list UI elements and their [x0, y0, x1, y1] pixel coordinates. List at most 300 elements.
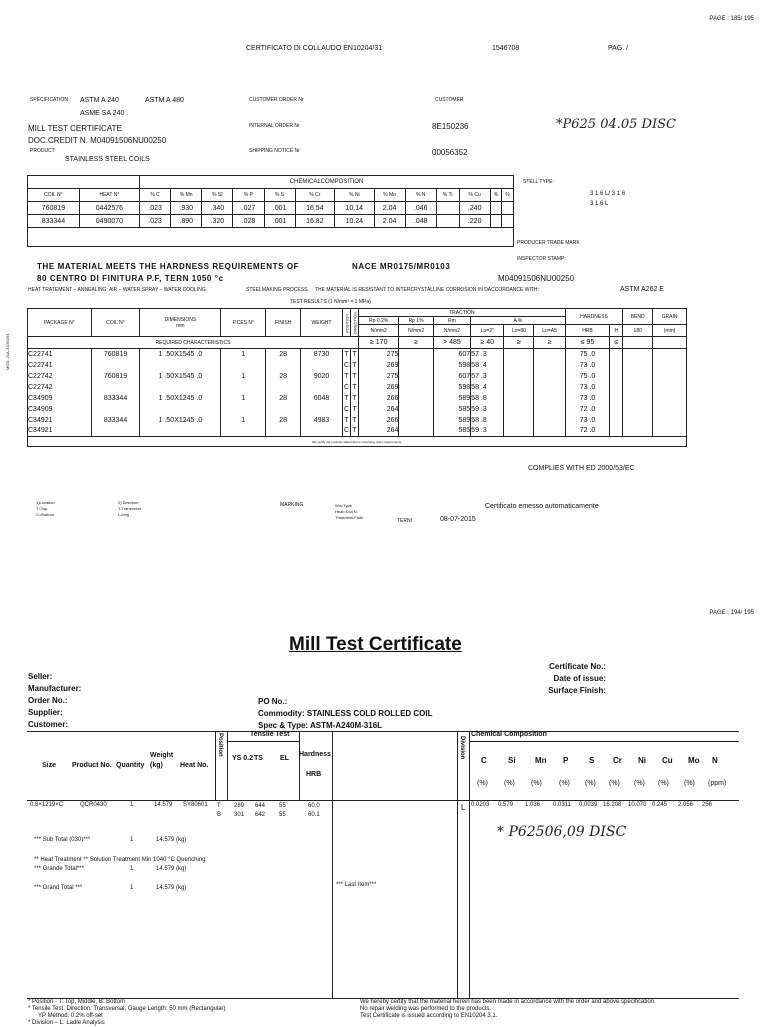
element-value: 0.245 — [652, 802, 668, 808]
certification-statement: We hereby certify that the material herein has been made in accordance with the order and above specification. No repair welding was performed to the products. Test Certificate is issued according to EN10204 3.1. — [360, 999, 656, 1019]
unit-nmm2: N/mm2 — [433, 325, 470, 337]
table-cell: .240 — [459, 202, 490, 215]
table-row — [28, 371, 687, 382]
table-cell: 585 — [433, 404, 470, 415]
doc-credit: DOC.CREDIT N. M04091506NU00250 — [28, 136, 167, 145]
required-label: REQUIRED CHARACTERISTICS — [28, 337, 359, 349]
left-fields: Seller: Manufacturer: Order No.: Supplier: Customer: — [28, 672, 82, 729]
table-cell — [610, 393, 623, 404]
element-s-header: S — [589, 756, 595, 765]
commodity-block: PO No.: Commodity: STAINLESS COLD ROLLED COIL Spec & Type: ASTM-A240M-316L — [258, 697, 433, 730]
last-item: *** Last Item*** — [336, 882, 377, 888]
table-cell: 16.82 — [295, 215, 334, 228]
element-unit: (%) — [559, 780, 570, 787]
element-unit: (%) — [477, 780, 488, 787]
col-pieces: P.CES N° — [221, 309, 266, 337]
table-cell: T — [343, 349, 351, 360]
table-cell — [504, 426, 534, 437]
table-cell: 8730 — [301, 349, 343, 360]
element-ni-header: Ni — [638, 756, 646, 765]
table-cell — [653, 382, 687, 393]
grand-total-qty: 1 — [130, 885, 134, 891]
row-hrb: 60.0 60.1 — [308, 803, 320, 818]
table-cell — [610, 415, 623, 426]
sub-total: *** Sub Total (030)*** — [34, 837, 91, 843]
table-cell: 28 — [266, 415, 301, 426]
nace-standard: NACE MR0175/MR0103 — [352, 262, 451, 271]
table-cell — [610, 426, 623, 437]
table-cell: 28 — [266, 371, 301, 382]
steelmaking-label: STEELMAKING PROCESS — [246, 287, 308, 293]
required-cell: ≥ — [534, 337, 565, 349]
table-cell — [399, 360, 433, 371]
header-divider — [27, 800, 739, 801]
unit-lo80: Lo=80 — [504, 325, 534, 337]
col-weight: WEIGHT — [301, 309, 343, 337]
table-cell — [504, 349, 534, 360]
table-cell: 16.54 — [295, 202, 334, 215]
steel-type-1: 3 1 6 L/ 3 1 6 — [590, 191, 626, 197]
footnotes-left: * Position - T: Top, Middle, B: Bottom * Tensile Test. Direction: Transversal, Gauge Length: 50 mm (Rectangular) YP Method: 0.2% off-set * Division – L: Ladle Analysis — [28, 999, 226, 1026]
table-cell: 266 — [359, 415, 399, 426]
marking-label: MARKING — [280, 502, 304, 508]
table-cell: 73 .0 — [565, 415, 610, 426]
row-el: 55 55 — [279, 803, 286, 818]
table-cell: 1 .50X1545 .0 — [140, 349, 221, 360]
table-cell — [534, 382, 565, 393]
element-value: 256 — [702, 802, 713, 808]
unit-nmm2: N/mm2 — [399, 325, 433, 337]
table-cell: T — [351, 426, 359, 437]
table-cell: 264 — [359, 404, 399, 415]
table-cell: C — [344, 405, 350, 413]
table-cell: 1 — [221, 349, 266, 360]
internal-order-label: INTERNAL ORDER Nr — [249, 123, 300, 129]
table-cell: T — [344, 394, 349, 402]
table-cell — [399, 393, 433, 404]
right-fields: Certificate No.: Date of issue: Surface Finish: — [548, 662, 606, 695]
col-a-pct: A % — [471, 317, 566, 325]
element-value: 16.208 — [603, 802, 622, 808]
unit-h: H — [610, 325, 623, 337]
element-value: 0.0311 — [553, 802, 571, 808]
table-cell: C22741 — [28, 360, 92, 371]
element-n-header: N — [712, 756, 718, 765]
table-row — [28, 393, 687, 404]
table-cell: C34909 — [28, 393, 92, 404]
chem-header-cell: % Mo — [374, 189, 405, 202]
element-unit: (%) — [609, 780, 620, 787]
terni-label: TERNI — [397, 518, 412, 524]
table-cell: C22742 — [28, 382, 92, 393]
table-cell — [301, 404, 343, 415]
required-cell: ≤ 95 — [565, 337, 610, 349]
table-cell: 72 .0 — [565, 404, 610, 415]
table-cell: 833344 — [91, 415, 140, 426]
col-hrb: HRB — [306, 771, 322, 778]
table-row — [28, 382, 687, 393]
col-position: Position — [217, 733, 223, 757]
test-results-title: TEST RESULTS (1 N/mm² = 1 MPa) — [290, 299, 371, 305]
table-cell: .930 — [171, 202, 202, 215]
table-cell: 275 — [359, 371, 399, 382]
table-cell: .220 — [459, 215, 490, 228]
table-cell: 2.04 — [374, 215, 405, 228]
row-ys: 289 301 — [234, 803, 245, 818]
table-cell — [610, 371, 623, 382]
table-cell: 1 .50X1545 .0 — [140, 371, 221, 382]
table-cell: 1 — [221, 415, 266, 426]
table-cell: 760819 — [91, 349, 140, 360]
table-cell — [140, 426, 221, 437]
table-cell: 589 — [433, 393, 470, 404]
product-value: STAINLESS STEEL COILS — [65, 156, 150, 163]
chemical-composition-table — [27, 175, 514, 247]
col-position: POSITION — [343, 309, 351, 337]
table-cell: C — [343, 426, 351, 437]
table-cell: 0490070 — [79, 215, 139, 228]
table-row — [28, 349, 687, 360]
table-cell: 28 — [266, 349, 301, 360]
table-cell — [399, 426, 433, 437]
col-ts: TS — [254, 755, 263, 762]
chem-header-cell: % Ti — [436, 189, 459, 202]
table-cell: 1 — [221, 371, 266, 382]
chem-header-cell: COIL N° — [28, 189, 80, 202]
table-cell — [623, 415, 653, 426]
table-cell — [534, 371, 565, 382]
chem-header-row — [28, 189, 514, 202]
table-cell — [653, 360, 687, 371]
table-cell — [91, 404, 140, 415]
table-cell: C34909 — [28, 404, 92, 415]
table-row — [28, 202, 514, 215]
table-cell — [502, 202, 514, 215]
table-cell: .890 — [171, 215, 202, 228]
steel-type-2: 3 1 6 L — [590, 201, 609, 207]
element-unit: (%) — [531, 780, 542, 787]
table-cell: 58 .8 — [471, 415, 504, 426]
element-unit: (%) — [634, 780, 645, 787]
required-cell: ≥ — [399, 337, 433, 349]
chem-header-cell: % S — [264, 189, 295, 202]
table-cell: T — [352, 372, 357, 380]
table-cell — [221, 404, 266, 415]
col-el: EL — [280, 755, 289, 762]
table-cell — [399, 382, 433, 393]
table-cell: T — [352, 405, 357, 413]
element-value: 0.579 — [498, 802, 514, 808]
table-cell: 1 .50X1245 .0 — [140, 415, 221, 426]
table-cell: C34921 — [28, 415, 92, 426]
element-cu-header: Cu — [662, 756, 673, 765]
element-value: 0.0203 — [471, 802, 490, 808]
table-cell — [653, 404, 687, 415]
table-cell — [653, 371, 687, 382]
col-hardness: Hardness — [299, 751, 331, 758]
table-cell: T — [352, 416, 357, 424]
table-cell: 59 .3 — [471, 426, 504, 437]
handwritten-note-bottom: * P62506,09 DISC — [497, 824, 627, 840]
tensile-test-header: Tensile Test — [250, 731, 290, 738]
table-cell — [266, 404, 301, 415]
sub-total-qty: 1 — [130, 837, 134, 843]
astm-a262: ASTM A262 E — [620, 286, 664, 293]
required-cell: ≥ 170 — [359, 337, 399, 349]
legend-direction: 2) Direction T-Transverse L-long — [118, 500, 142, 517]
table-cell — [399, 371, 433, 382]
table-cell — [504, 382, 534, 393]
table-cell: 833344 — [28, 215, 80, 228]
element-unit: (%) — [585, 780, 596, 787]
verify-note: We certify the products stated above complying order requirements. — [28, 437, 687, 447]
chem-header-cell: % Ni — [335, 189, 374, 202]
col-size: Size — [42, 762, 57, 769]
table-cell: 2.04 — [374, 202, 405, 215]
mtc-table-frame — [27, 731, 739, 1000]
required-cell — [653, 337, 687, 349]
col-hardness: HARDNESS — [565, 309, 623, 325]
table-cell — [221, 382, 266, 393]
table-cell: .027 — [233, 202, 264, 215]
table-cell — [91, 382, 140, 393]
auto-issued: Certificato emesso automaticamente — [485, 503, 599, 510]
element-value: 10.070 — [628, 802, 647, 808]
chem-header-cell: % Cr — [295, 189, 334, 202]
table-cell — [534, 360, 565, 371]
table-cell: 598 — [433, 360, 470, 371]
col-coil: COIL N° — [91, 309, 140, 337]
row-ts: 644 642 — [255, 803, 266, 818]
table-cell: .046 — [405, 202, 436, 215]
chem-title: CHEMICALCOMPOSITION — [140, 176, 514, 189]
table-cell — [504, 415, 534, 426]
table-cell: 266 — [359, 393, 399, 404]
col-grain: GRAIN — [653, 309, 687, 325]
table-cell — [623, 382, 653, 393]
heat-treatment-top: HEAT TRATEMENT – ANNEALING: AIR – WATER SPRAY – WATER COOLING — [28, 287, 206, 293]
table-cell — [610, 404, 623, 415]
element-unit: (%) — [684, 780, 695, 787]
required-cell — [623, 337, 653, 349]
table-cell: 4983 — [301, 415, 343, 426]
element-unit: (%) — [504, 780, 515, 787]
table-cell: 607 — [433, 371, 470, 382]
table-cell — [653, 415, 687, 426]
chem-header-cell: % — [502, 189, 514, 202]
row-size: 0.8×1219×C — [30, 802, 64, 808]
table-cell: .028 — [233, 215, 264, 228]
row-quantity: 1 — [130, 802, 134, 808]
table-cell — [653, 426, 687, 437]
table-row — [28, 404, 687, 415]
table-cell: 58 .4 — [471, 382, 504, 393]
element-si-header: Si — [508, 756, 516, 765]
table-cell: T — [352, 361, 357, 369]
col-package: PACKAGE N° — [28, 309, 92, 337]
row-position: T B — [217, 803, 222, 818]
row-product: QCR0430 — [80, 802, 107, 808]
table-cell — [301, 382, 343, 393]
side-code: MOD. 21A-31051/91 — [5, 333, 10, 370]
table-row — [28, 415, 687, 426]
table-cell: 73 .0 — [565, 360, 610, 371]
table-cell: 760819 — [91, 371, 140, 382]
table-cell: 28 — [266, 393, 301, 404]
unit-hrb: HRB — [565, 325, 610, 337]
internal-order-value: 8E150236 — [432, 122, 469, 131]
unit-nmm2: N/mm2 — [359, 325, 399, 337]
table-cell: 58 .4 — [471, 360, 504, 371]
chem-header-cell: % P — [233, 189, 264, 202]
table-cell: 1 .50X1245 .0 — [140, 393, 221, 404]
table-cell — [623, 393, 653, 404]
table-cell: .048 — [405, 215, 436, 228]
table-cell — [534, 393, 565, 404]
spec-2: ASTM A 480 — [145, 97, 184, 104]
required-cell: ≤ — [610, 337, 623, 349]
chem-header-cell: % SI — [202, 189, 233, 202]
table-cell — [504, 393, 534, 404]
col-rp02: Rp 0.2% — [359, 317, 399, 325]
marking-notes: Wo=Type Heat=Coil N. Thickness-Flath — [335, 503, 364, 520]
table-cell: T — [344, 416, 349, 424]
element-value: 0.0039 — [579, 802, 598, 808]
finishing-center: 80 CENTRO DI FINITURA P.F, TERN 1050 °c — [37, 274, 224, 283]
col-dimensions: DIMENSIONS mm — [140, 309, 221, 337]
chem-header-cell: % C — [140, 189, 171, 202]
table-cell: .001 — [264, 202, 295, 215]
heat-treatment-bottom: ** Heat Treatment ** Solution Treatment Min 1040 °C Quenching — [34, 857, 206, 863]
element-c-header: C — [481, 756, 487, 765]
table-cell — [436, 202, 459, 215]
table-cell: .023 — [140, 215, 171, 228]
table-cell — [623, 426, 653, 437]
shipping-label: SHIPPING NOTICE Nr — [249, 148, 300, 154]
chem-header-cell: % N — [405, 189, 436, 202]
element-value: 1.036 — [525, 802, 541, 808]
table-cell — [266, 426, 301, 437]
grande-total-qty: 1 — [130, 866, 134, 872]
table-cell: 59 .3 — [471, 404, 504, 415]
grande-total-weight: 14.579 (kg) — [156, 866, 187, 872]
chem-header-cell: % — [490, 189, 502, 202]
table-cell: 72 .0 — [565, 426, 610, 437]
grande-total: *** Grande Total*** — [34, 866, 84, 872]
table-cell: 57 .3 — [471, 371, 504, 382]
table-cell — [623, 404, 653, 415]
table-cell: C — [344, 383, 350, 391]
table-cell — [140, 360, 221, 371]
col-rm: Rm — [433, 317, 470, 325]
table-cell — [221, 426, 266, 437]
table-cell: T — [351, 349, 359, 360]
table-cell — [399, 349, 433, 360]
table-cell: 0442576 — [79, 202, 139, 215]
producer-trade-mark: PRODUCER TRADE MARK — [517, 240, 580, 246]
required-cell: ≥ — [504, 337, 534, 349]
spec-3: ASME SA 240 — [80, 110, 125, 117]
table-cell: .340 — [202, 202, 233, 215]
bend-value: 180 — [623, 325, 653, 337]
table-cell: 607 — [433, 349, 470, 360]
table-cell — [534, 426, 565, 437]
legend-position: 1)Location T=Top C=Bottom — [36, 500, 55, 517]
table-cell: 1 — [221, 393, 266, 404]
page-number-top: PAGE : 185/ 195 — [709, 16, 754, 22]
traction-header: TRACTION — [359, 309, 566, 317]
chem-composition-header: Chemical Composition — [471, 731, 547, 738]
table-cell: 269 — [359, 360, 399, 371]
col-bend: BEND — [623, 309, 653, 325]
col-quantity: Quantity — [116, 762, 145, 769]
grain-unit: (mm) — [653, 325, 687, 337]
table-cell — [399, 415, 433, 426]
row-division: L — [461, 803, 466, 812]
table-cell: T — [352, 394, 357, 402]
handwritten-note-top: *P625 04.05 DISC — [556, 117, 676, 132]
table-cell: 57 .3 — [471, 349, 504, 360]
table-cell — [91, 360, 140, 371]
table-row — [28, 426, 687, 437]
table-cell: 264 — [359, 426, 399, 437]
table-cell — [610, 360, 623, 371]
table-cell: 73 .0 — [565, 393, 610, 404]
table-cell: 58 .8 — [471, 393, 504, 404]
table-cell — [140, 404, 221, 415]
unit-lo5: Lo=A5 — [534, 325, 565, 337]
table-cell — [490, 215, 502, 228]
row-heat: SY80601 — [183, 802, 208, 808]
col-division: Division — [459, 736, 465, 760]
table-cell: T — [352, 383, 357, 391]
unit-lo2: Lo=2" — [471, 325, 504, 337]
element-mo-header: Mo — [688, 756, 700, 765]
table-cell — [91, 426, 140, 437]
table-cell — [301, 360, 343, 371]
table-cell — [490, 202, 502, 215]
table-cell: C22742 — [28, 371, 92, 382]
table-cell — [140, 382, 221, 393]
table-cell — [534, 349, 565, 360]
cert-number: 1546708 — [492, 45, 520, 52]
table-cell — [502, 215, 514, 228]
table-cell: .023 — [140, 202, 171, 215]
customer-label: CUSTOMER — [435, 97, 464, 103]
table-cell: 10.24 — [335, 215, 374, 228]
mtc-title: Mill Test Certificate — [289, 634, 462, 655]
table-cell: 6048 — [301, 393, 343, 404]
cert-title: CERTIFICATO DI COLLAUDO EN10204/31 — [246, 45, 383, 52]
table-cell — [653, 349, 687, 360]
col-weight: Weight (kg) — [150, 752, 174, 769]
table-cell — [399, 404, 433, 415]
grand-total: *** Grand Total *** — [34, 885, 83, 891]
required-cell: ≥ 40 — [471, 337, 504, 349]
table-cell — [653, 393, 687, 404]
element-unit: (ppm) — [708, 780, 727, 787]
table-cell — [301, 426, 343, 437]
table-cell: C34921 — [28, 426, 92, 437]
required-cell: > 485 — [433, 337, 470, 349]
table-cell: 760819 — [28, 202, 80, 215]
table-cell: 585 — [433, 426, 470, 437]
table-cell — [610, 349, 623, 360]
col-ys: YS 0.2 — [232, 755, 254, 762]
table-cell — [266, 360, 301, 371]
table-cell — [504, 371, 534, 382]
complies-ed: COMPLIES WITH ED 2000/53/EC — [528, 465, 635, 472]
